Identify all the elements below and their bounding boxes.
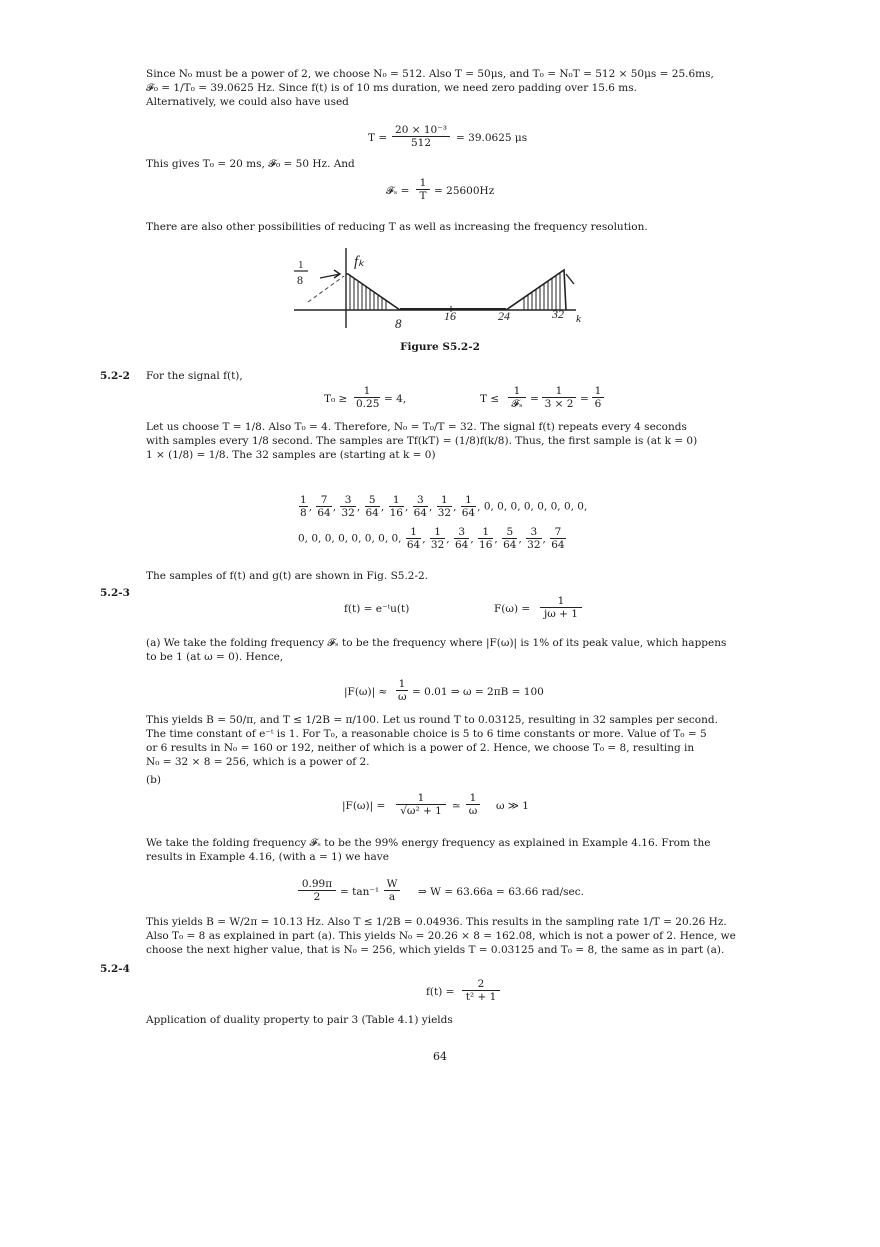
sample-separator: , <box>380 500 388 513</box>
s523-eq4-fraction-2 <box>384 878 400 903</box>
sample-separator: , <box>470 532 478 545</box>
s522-eqb-eq1: = <box>530 393 539 405</box>
s522-eqb-den2: 3 × 2 <box>544 398 574 410</box>
sample-separator: , <box>453 500 460 513</box>
s523-b-line-5: choose the next higher value, that is N₀ = 256, which yields T = 0.03125 and T₀ = 8, the same as in part (a). <box>146 944 725 956</box>
sample-fraction-den: 16 <box>389 507 403 519</box>
sample-fraction <box>550 526 565 551</box>
sample-fraction <box>461 494 476 519</box>
s523-eq4-num: 0.99π <box>298 878 336 891</box>
sample-fraction <box>406 526 421 551</box>
s522-eqb-fraction-2 <box>542 385 576 410</box>
sample-fraction-den: 32 <box>341 507 355 519</box>
sample-fraction <box>365 494 380 519</box>
s522-eqb-num3: 1 <box>592 385 604 398</box>
intro-line-5: There are also other possibilities of reducing T as well as increasing the frequency resolution. <box>146 221 648 233</box>
sample-fraction-den: 64 <box>317 507 331 519</box>
sample-fraction-num: 5 <box>365 494 380 507</box>
eq2-rhs: = 25600Hz <box>434 185 495 197</box>
s523-eq2-fraction <box>396 678 408 703</box>
s522-eqa-lhs: T₀ ≥ <box>324 393 348 405</box>
s522-eqa-fraction <box>354 385 380 410</box>
s522-eqb-num1: 1 <box>508 385 526 398</box>
sample-fraction <box>478 526 493 551</box>
sample-fraction <box>526 526 541 551</box>
s523-eq3-rhs: ω ≫ 1 <box>496 800 529 812</box>
s522-eqb-den3: 6 <box>594 398 602 410</box>
eq1-lhs: T = <box>368 132 388 144</box>
sample-fraction-num: 1 <box>389 494 404 507</box>
sample-fraction-num: 3 <box>454 526 469 539</box>
sample-sequence-row-2 <box>298 526 567 551</box>
s523-b-line-4: Also T₀ = 8 as explained in part (a). This yields N₀ = 20.26 × 8 = 162.08, which is not a power of 2. Hence, we <box>146 930 736 942</box>
s523-eq1-rhs-lhs: F(ω) = <box>494 603 531 615</box>
sample-fractions-row-1 <box>298 494 484 519</box>
s523-eq3-fraction <box>396 792 446 817</box>
sample-fractions-row-2 <box>405 526 567 551</box>
s523-b-line-1: We take the folding frequency 𝓕ₛ to be the 99% energy frequency as explained in Example 4.16. From the <box>146 837 711 849</box>
sample-separator: , <box>332 500 340 513</box>
s524-eq-den: t² + 1 <box>465 991 497 1003</box>
sample-fraction-den: 64 <box>454 539 469 551</box>
sample-separator: , <box>308 500 316 513</box>
figure-label-left-den: 8 <box>297 273 303 287</box>
figure-right-tail <box>566 274 574 284</box>
sample-fraction-num: 1 <box>437 494 452 507</box>
figure-arrow <box>320 270 340 278</box>
figure-dashed-line <box>308 276 344 302</box>
sample-fraction-num: 1 <box>406 526 421 539</box>
sample-fraction <box>316 494 331 519</box>
figure-tick-label-24: 24 <box>498 309 510 323</box>
s522-eqa-rhs: = 4, <box>384 393 407 405</box>
s523-eq2-den: ω <box>398 691 407 703</box>
s523-a-line-2: to be 1 (at ω = 0). Hence, <box>146 651 284 663</box>
sample-fraction <box>340 494 355 519</box>
s523-eq4-num2: W <box>384 878 400 891</box>
s522-eqa-num: 1 <box>354 385 380 398</box>
eq2-numerator: 1 <box>416 177 430 190</box>
s523-eq1-lhs: f(t) = e⁻ᵗu(t) <box>344 603 410 615</box>
s524-eq-fraction <box>462 978 500 1003</box>
sample-fraction <box>430 526 445 551</box>
figure-tick-label-32: 32 <box>552 307 564 321</box>
sample-fraction-den: 64 <box>551 539 565 551</box>
s523-b-line-3: This yields B = W/2π = 10.13 Hz. Also T ≤ 1/2B = 0.04936. This results in the sampling rate 1/T = 20.26 Hz. <box>146 916 727 928</box>
s522-eqb-den1: 𝓕ₛ <box>511 398 523 410</box>
figure-left-stems <box>350 276 386 310</box>
sample-fraction <box>437 494 452 519</box>
sample-fraction-den: 64 <box>503 539 517 551</box>
sample-separator: , <box>422 532 429 545</box>
intro-line-3: Alternatively, we could also have used <box>146 96 349 108</box>
s522-eqb-num2: 1 <box>542 385 576 398</box>
eq2-lhs: 𝓕ₛ = <box>386 185 410 197</box>
s523-eq4-den: 2 <box>313 891 321 903</box>
sample-fraction <box>502 526 517 551</box>
s523-b-label: (b) <box>146 774 161 786</box>
s523-eq3-fraction-2 <box>466 792 480 817</box>
eq1-fraction <box>392 124 450 149</box>
sample-separator: , <box>446 532 453 545</box>
s522-eqa-den: 0.25 <box>356 398 380 410</box>
figure-right-stems <box>524 273 560 310</box>
intro-line-4: This gives T₀ = 20 ms, 𝓕₀ = 50 Hz. And <box>146 158 355 170</box>
s523-eq4-fraction <box>298 878 336 903</box>
page-number: 64 <box>433 1050 447 1063</box>
figure-tick-label-16: 16 <box>444 309 456 323</box>
sample-fraction-den: 32 <box>527 539 541 551</box>
s522-para-1: Let us choose T = 1/8. Also T₀ = 4. Therefore, N₀ = T₀/T = 32. The signal f(t) repeats every 4 seconds <box>146 421 687 433</box>
s523-eq1-den: jω + 1 <box>544 608 578 620</box>
sample-fraction-num: 5 <box>502 526 517 539</box>
s523-eq2-rhs: = 0.01 ⇒ ω = 2πB = 100 <box>412 686 544 698</box>
s524-line-1: Application of duality property to pair 3 (Table 4.1) yields <box>146 1014 453 1026</box>
sample-fraction-den: 32 <box>437 507 452 519</box>
eq1-denominator: 512 <box>410 137 432 149</box>
s523-eq2-lhs: |F(ω)| ≈ <box>344 686 388 698</box>
s523-eq4-mid: = tan⁻¹ <box>340 886 380 898</box>
s522-para-2: with samples every 1/8 second. The samples are Tf(kT) = (1/8)f(k/8). Thus, the first sample is (at k = 0) <box>146 435 698 447</box>
s523-eq2-num: 1 <box>396 678 408 691</box>
sample-fraction-den: 64 <box>406 539 421 551</box>
s523-eq1-num: 1 <box>540 595 582 608</box>
s523-eq4-den2: a <box>388 891 396 903</box>
sample-separator: , <box>429 500 436 513</box>
eq2-fraction <box>416 177 430 202</box>
sample-fraction <box>413 494 428 519</box>
sample-fraction <box>299 494 308 519</box>
sample-separator: , <box>404 500 412 513</box>
sample-separator: , <box>542 532 550 545</box>
s522-line-1: For the signal f(t), <box>146 370 243 382</box>
s523-a-line-4: The time constant of e⁻ᵗ is 1. For T₀, a reasonable choice is 5 to 6 time constants or more. Value of T₀ = 5 <box>146 728 707 740</box>
sample-zeros-row-2: 0, 0, 0, 0, 0, 0, 0, 0, <box>298 532 402 545</box>
eq1-rhs: = 39.0625 μs <box>456 132 528 144</box>
sample-fraction <box>389 494 404 519</box>
s524-eq-num: 2 <box>462 978 500 991</box>
sample-fraction-den: 8 <box>300 507 307 519</box>
sample-fraction-den: 32 <box>430 539 445 551</box>
figure-caption: Figure S5.2-2 <box>400 341 480 353</box>
figure-axis-k: k <box>576 313 581 325</box>
section-label-5-2-2: 5.2-2 <box>100 370 130 382</box>
sample-fraction-num: 7 <box>550 526 565 539</box>
sample-fraction-num: 7 <box>316 494 331 507</box>
figure-sketch <box>288 240 598 335</box>
sample-fraction-num: 3 <box>413 494 428 507</box>
sample-sequence-row-1 <box>298 494 587 519</box>
s523-eq3-mid: ≃ <box>452 800 461 812</box>
intro-line-2: 𝓕₀ = 1/T₀ = 39.0625 Hz. Since f(t) is of 10 ms duration, we need zero padding over 15.6 ms. <box>146 82 637 94</box>
s522-para-3: 1 × (1/8) = 1/8. The 32 samples are (starting at k = 0) <box>146 449 436 461</box>
s523-eq3-den2: ω <box>468 805 478 817</box>
section-label-5-2-4: 5.2-4 <box>100 963 130 975</box>
sample-fraction-den: 64 <box>413 507 427 519</box>
sample-fraction-den: 64 <box>365 507 379 519</box>
sample-separator: , <box>518 532 526 545</box>
sample-fraction-num: 3 <box>526 526 541 539</box>
s523-eq3-num2: 1 <box>466 792 480 805</box>
s523-eq4-rhs: ⇒ W = 63.66a = 63.66 rad/sec. <box>418 886 584 898</box>
s523-a-line-6: N₀ = 32 × 8 = 256, which is a power of 2. <box>146 756 370 768</box>
sample-fraction-den: 16 <box>479 539 493 551</box>
s523-eq3-lhs: |F(ω)| = <box>342 800 386 812</box>
figure-label-left-num: 1 <box>298 259 304 271</box>
s522-para-4: The samples of f(t) and g(t) are shown in Fig. S5.2-2. <box>146 570 429 582</box>
sample-fraction-den: 64 <box>461 507 476 519</box>
s523-a-line-5: or 6 results in N₀ = 160 or 192, neither of which is a power of 2. Hence, we choose T₀ = 8, resulting in <box>146 742 695 754</box>
sample-separator: , <box>356 500 364 513</box>
s523-a-line-1: (a) We take the folding frequency 𝓕ₛ to be the frequency where |F(ω)| is 1% of its peak value, which happens <box>146 637 727 649</box>
sample-fraction-num: 1 <box>430 526 445 539</box>
sample-separator: , <box>494 532 502 545</box>
sample-separator: , <box>477 500 484 513</box>
figure-label-fk: fₖ <box>354 254 365 270</box>
s522-eqb-lhs: T ≤ <box>480 393 500 405</box>
s522-eqb-fraction-1 <box>508 385 526 410</box>
sample-zeros-row-1: 0, 0, 0, 0, 0, 0, 0, 0, <box>483 500 588 513</box>
s522-eqb-fraction-3 <box>592 385 604 410</box>
s524-eq-lhs: f(t) = <box>426 986 455 998</box>
sample-fraction-num: 1 <box>478 526 493 539</box>
s523-eq1-fraction <box>540 595 582 620</box>
sample-fraction-num: 3 <box>340 494 355 507</box>
eq1-numerator: 20 × 10⁻³ <box>392 124 450 137</box>
sample-fraction-num: 1 <box>300 494 307 506</box>
s523-b-line-2: results in Example 4.16, (with a = 1) we have <box>146 851 389 863</box>
s522-eqb-eq2: = <box>580 393 589 405</box>
eq2-denominator: T <box>419 190 427 202</box>
s523-eq3-den: √ω² + 1 <box>400 805 442 817</box>
section-label-5-2-3: 5.2-3 <box>100 587 130 599</box>
sample-fraction <box>454 526 469 551</box>
sample-fraction-num: 1 <box>461 494 476 507</box>
s523-a-line-3: This yields B = 50/π, and T ≤ 1/2B = π/100. Let us round T to 0.03125, resulting in 32 samples per second. <box>146 714 718 726</box>
intro-line-1: Since N₀ must be a power of 2, we choose N₀ = 512. Also T = 50μs, and T₀ = N₀T = 512 × 50μs = 25.6ms, <box>146 68 714 80</box>
s523-eq3-num: 1 <box>396 792 446 805</box>
figure-tick-label-8: 8 <box>395 316 402 331</box>
